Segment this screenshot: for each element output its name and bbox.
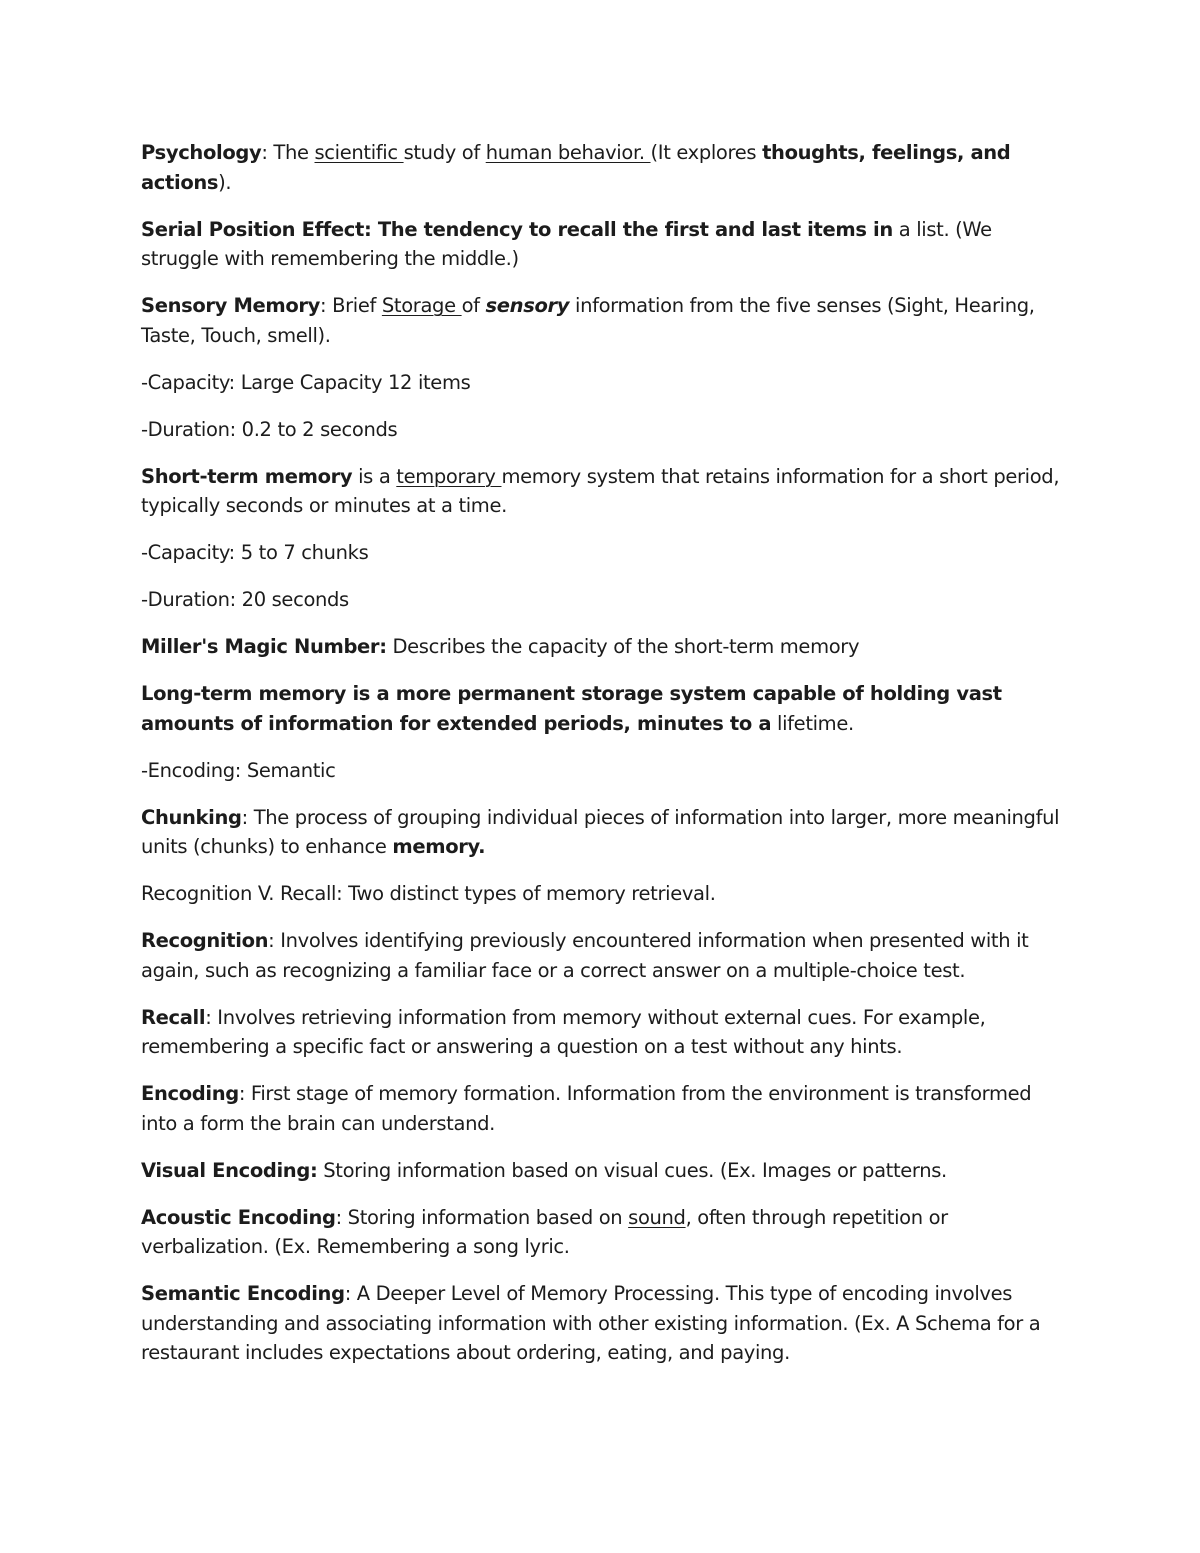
text-run: , often through repetition or verbalization. (Ex. Remembering a song lyric. — [141, 1205, 948, 1258]
text-run: study of — [403, 141, 486, 164]
visual-encoding-definition — [141, 1156, 1066, 1186]
underlined-text: temporary — [396, 464, 502, 488]
text-run: is a — [352, 464, 397, 488]
bold-text: memory. — [392, 835, 486, 858]
text-run: (It explores — [650, 141, 763, 164]
encoding-definition — [141, 1079, 1066, 1138]
recognition-vs-recall: Recognition V. Recall: Two distinct types of memory retrieval. — [141, 882, 716, 905]
millers-number-definition — [141, 632, 1066, 662]
underlined-text: human behavior. — [485, 141, 651, 164]
chunking-term: Chunking — [141, 805, 242, 829]
underlined-text: scientific — [314, 141, 404, 164]
text-run: lifetime. — [771, 711, 854, 735]
short-term-duration: -Duration: 20 seconds — [141, 588, 349, 611]
short-term-capacity: -Capacity: 5 to 7 chunks — [141, 541, 369, 564]
bold-text: thoughts, feelings, and actions — [141, 141, 1011, 194]
text-run: : Involves identifying previously encountered information when presented with it again, such as recognizing a familiar face or a correct answer on a multiple-choice test. — [141, 929, 1029, 982]
text-run: a list. (We struggle with remembering the middle.) — [141, 217, 992, 270]
recognition-term: Recognition — [141, 929, 269, 952]
underlined-text: sound — [628, 1205, 686, 1229]
semantic-encoding-term: Semantic Encoding — [141, 1282, 345, 1305]
short-term-memory-term: Short-term memory — [141, 464, 353, 488]
text-run: memory system that retains information for a short period, typically seconds or minutes at a time. — [141, 464, 1060, 517]
short-term-memory-definition — [141, 462, 1066, 521]
recall-definition — [141, 1003, 1066, 1062]
text-run: ). — [218, 170, 232, 194]
sensory-capacity: -Capacity: Large Capacity 12 items — [141, 370, 471, 394]
encoding-term: Encoding — [141, 1082, 239, 1105]
psychology-definition — [141, 138, 1066, 197]
long-term-encoding: -Encoding: Semantic — [141, 758, 336, 782]
text-run: : A Deeper Level of Memory Processing. This type of encoding involves understanding and associating information with other existing information. (Ex. A Schema for a restaurant includes expectations about ordering, eating, and paying. — [141, 1282, 1041, 1364]
semantic-encoding-definition — [141, 1279, 1066, 1368]
visual-encoding-term: Visual Encoding: — [141, 1158, 318, 1182]
acoustic-encoding-definition — [141, 1203, 1066, 1262]
recall-term: Recall — [141, 1005, 206, 1029]
text-run: : The — [261, 141, 315, 164]
text-run: of — [461, 294, 486, 317]
sensory-duration: -Duration: 0.2 to 2 seconds — [141, 417, 398, 441]
long-term-memory-term: Long-term memory is a more permanent storage system capable of holding vast amounts of information for extended periods, minutes to a — [141, 682, 1002, 735]
long-term-memory-definition — [141, 679, 1066, 738]
text-run: : First stage of memory formation. Information from the environment is transformed into a form the brain can understand. — [141, 1082, 1032, 1135]
text-run: : Involves retrieving information from memory without external cues. For example, remembering a specific fact or answering a question on a test without any hints. — [141, 1005, 986, 1058]
underlined-text: Storage — [381, 294, 462, 317]
sensory-memory-definition — [141, 291, 1066, 350]
text-run: : Storing information based on — [335, 1205, 629, 1229]
text-run: information from the five senses (Sight, Hearing, Taste, Touch, smell). — [141, 294, 1035, 347]
text-run: Describes the capacity of the short-term memory — [386, 635, 860, 658]
millers-number-term: Miller's Magic Number: — [141, 635, 387, 658]
text-run: Storing information based on visual cues. (Ex. Images or patterns. — [317, 1158, 947, 1182]
document-page — [141, 138, 1066, 1385]
text-run: : Brief — [320, 294, 382, 317]
recognition-definition — [141, 926, 1066, 985]
bold-italic-text: sensory — [485, 294, 570, 317]
chunking-definition — [141, 803, 1066, 862]
acoustic-encoding-term: Acoustic Encoding — [141, 1205, 336, 1229]
sensory-memory-term: Sensory Memory — [141, 294, 321, 317]
serial-position-term: Serial Position Effect: The tendency to recall the first and last items in — [141, 217, 893, 241]
text-run: : The process of grouping individual pieces of information into larger, more meaningful units (chunks) to enhance — [141, 805, 1060, 858]
serial-position-definition — [141, 215, 1066, 274]
psychology-term: Psychology — [141, 141, 262, 164]
